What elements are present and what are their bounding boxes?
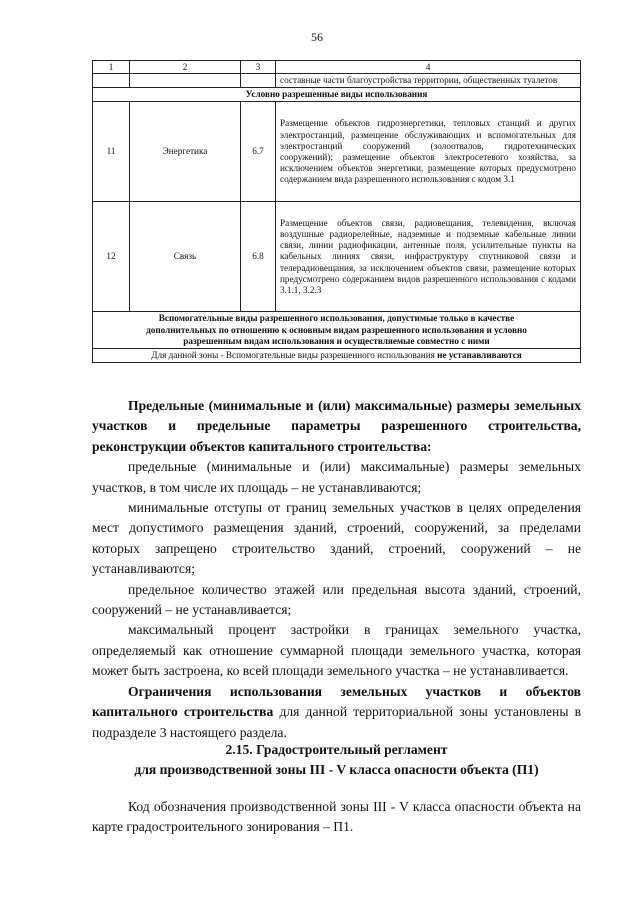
land-use-table xyxy=(92,60,581,363)
section-block xyxy=(92,740,581,838)
limits-block xyxy=(92,396,581,743)
auxiliary-note-prefix: Для данной зоны - Вспомогательные виды разрешенного использования xyxy=(151,350,435,361)
auxiliary-uses-section-row xyxy=(93,312,581,349)
use-type-description: Размещение объектов связи, радиовещания, телевидения, включая воздушные радиорелейные, надземные и подземные кабельные линии связи, линии радиофикации, антенные поля, усилительные пункты на кабельных линиях связи, инфраструктуру спутниковой связи и телерадиовещания, за исключением объектов связи, размещение которых предусмотрено содержанием видов разрешенного использования с кодами 3.1.1, 3.2.3 xyxy=(276,202,581,312)
limits-item: максимальный процент застройки в границах земельного участка, определяемый как отношение суммарной площади земельного участка, которая может быть застроена, ко всей площади земельного участка – не устанавливается. xyxy=(92,622,581,679)
limits-item: предельные (минимальные и (или) максимальные) размеры земельных участков, в том числе их площадь – не устанавливаются; xyxy=(92,459,581,495)
limits-item: минимальные отступы от границ земельных участков в целях определения мест допустимого размещения зданий, строений, сооружений, за пределами которых запрещено строительство зданий, строений, сооружений – не устанавливаются; xyxy=(92,500,581,577)
conditional-uses-section-row xyxy=(93,88,581,102)
column-header: 2 xyxy=(130,61,241,74)
auxiliary-uses-title: Вспомогательные виды разрешенного использования, допустимые только в качестве дополнительных по отношению к основным видам разрешенного использования и условно разрешенным видам использования и осуществляемые совместно с ними xyxy=(93,312,581,349)
limits-item: предельное количество этажей или предельная высота зданий, строений, сооружений – не устанавливается; xyxy=(92,581,581,618)
limits-heading: Предельные (минимальные и (или) максимальные) размеры земельных участков и предельные параметры разрешенного строительства, реконструкции объектов капитального строительства: xyxy=(92,398,581,454)
row-number: 11 xyxy=(93,102,130,202)
conditional-uses-title: Условно разрешенные виды использования xyxy=(93,88,581,102)
section-paragraph: Код обозначения производственной зоны III - V класса опасности объекта на карте градостроительного зонирования – П1. xyxy=(92,798,581,835)
section-title: 2.15. Градостроительный регламент xyxy=(225,742,448,757)
continued-description: составные части благоустройства территории, общественных туалетов xyxy=(276,74,581,88)
table-row xyxy=(93,202,581,312)
use-type-code: 6.8 xyxy=(241,202,276,312)
column-header: 1 xyxy=(93,61,130,74)
auxiliary-note-status: не устанавливаются xyxy=(437,350,522,361)
column-header: 3 xyxy=(241,61,276,74)
section-subtitle: для производственной зоны III - V класса опасности объекта (П1) xyxy=(134,762,539,778)
use-type-code: 6.7 xyxy=(241,102,276,202)
page-number: 56 xyxy=(311,30,323,44)
restrictions-rest: для данной территориальной зоны установлены в подразделе 3 настоящего раздела. xyxy=(92,704,581,740)
table-row-continued xyxy=(93,74,581,88)
auxiliary-note-row xyxy=(93,349,581,363)
restrictions-paragraph xyxy=(92,682,581,743)
use-type-name: Энергетика xyxy=(130,102,241,202)
restrictions-bold: Ограничения использования земельных участков и объектов капитального строительства xyxy=(92,683,581,720)
row-number: 12 xyxy=(93,202,130,312)
table-row xyxy=(93,102,581,202)
table-header-row xyxy=(93,61,581,74)
use-type-name: Связь xyxy=(130,202,241,312)
column-header: 4 xyxy=(276,61,581,74)
use-type-description: Размещение объектов гидроэнергетики, тепловых станций и других электростанций, размещение обслуживающих и вспомогательных для электростанций сооружений (золоотвалов, гидротехнических сооружений); размещение объектов электросетевого хозяйства, за исключением объектов энергетики, размещение которых предусмотрено содержанием вида разрешенного использования с кодом 3.1 xyxy=(276,102,581,202)
